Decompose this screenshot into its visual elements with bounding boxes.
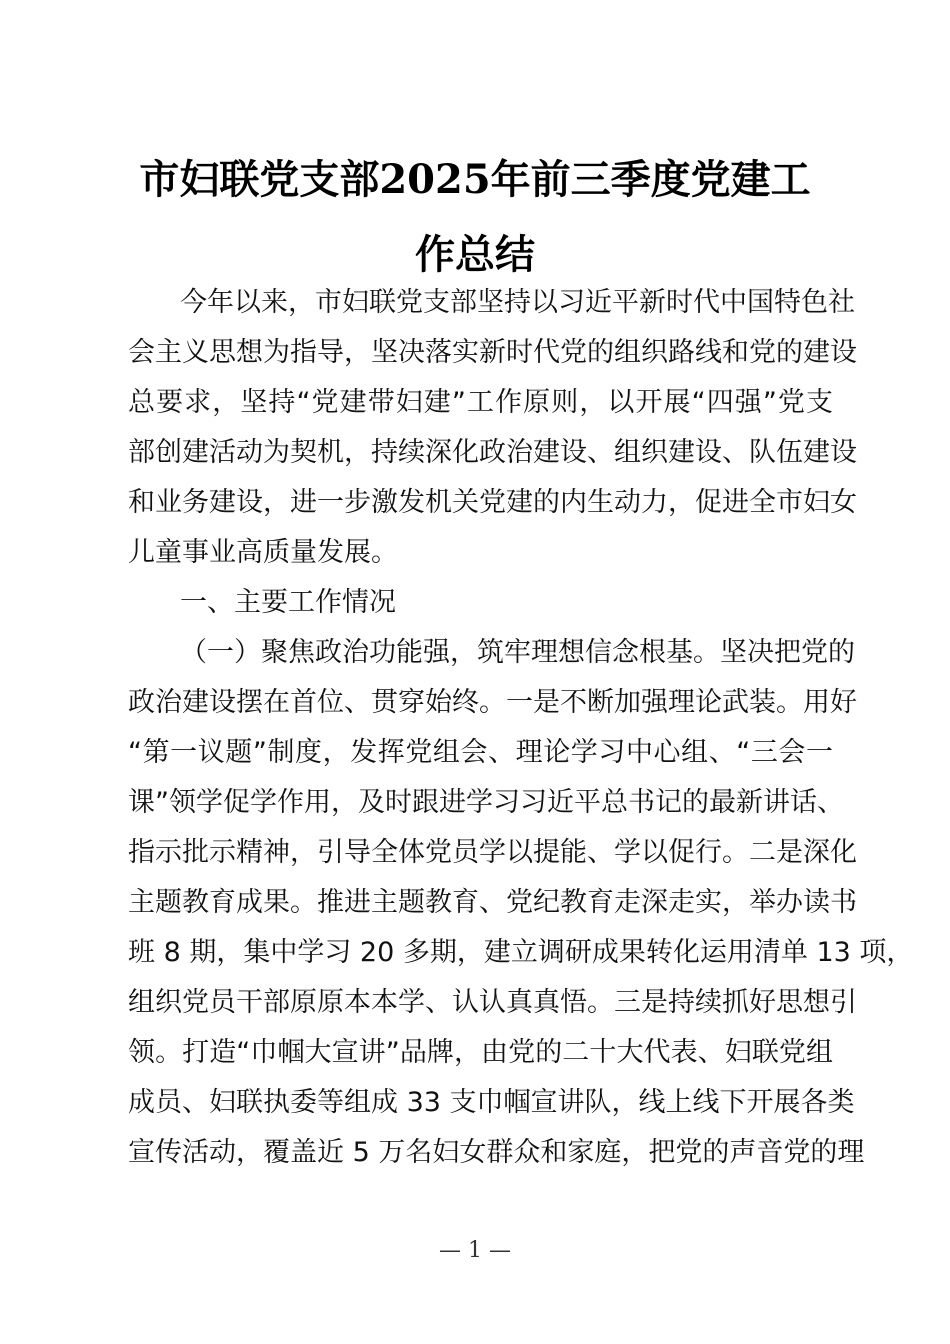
document-body (128, 278, 914, 1178)
paragraph-section-1-line: 班 8 期，集中学习 20 多期，建立调研成果转化运用清单 13 项， (128, 937, 914, 968)
paragraph-section-1-line: 政治建设摆在首位、贯穿始终。一是不断加强理论武装。用好 (128, 687, 857, 718)
paragraph-section-1-line: 课”领学促学作用，及时跟进学习习近平总书记的最新讲话、 (128, 787, 844, 818)
paragraph-section-1-line: （一）聚焦政治功能强，筑牢理想信念根基。坚决把党的 (180, 637, 855, 668)
paragraph-intro-line: 和业务建设，进一步激发机关党建的内生动力，促进全市妇女 (128, 487, 857, 518)
document-title-line-2: 作总结 (415, 231, 535, 278)
paragraph-section-1-line: 主题教育成果。推进主题教育、党纪教育走深走实，举办读书 (128, 887, 857, 918)
paragraph-intro-line: 今年以来，市妇联党支部坚持以习近平新时代中国特色社 (180, 287, 855, 318)
paragraph-section-1-line: 宣传活动，覆盖近 5 万名妇女群众和家庭，把党的声音党的理 (128, 1137, 865, 1168)
paragraph-intro-line: 儿童事业高质量发展。 (128, 537, 398, 568)
paragraph-intro-line: 部创建活动为契机，持续深化政治建设、组织建设、队伍建设 (128, 437, 857, 468)
paragraph-section-1-line: 指示批示精神，引导全体党员学以提能、学以促行。二是深化 (128, 837, 857, 868)
page-number: — 1 — (439, 1238, 511, 1263)
paragraph-section-1-line: “第一议题”制度，发挥党组会、理论学习中心组、“三会一 (128, 737, 833, 768)
paragraph-section-1-line: 成员、妇联执委等组成 33 支巾帼宣讲队，线上线下开展各类 (128, 1087, 855, 1118)
paragraph-section-1-line: 组织党员干部原原本本学、认认真真悟。三是持续抓好思想引 (128, 987, 857, 1018)
paragraph-intro-line: 总要求，坚持“党建带妇建”工作原则，以开展“四强”党支 (128, 387, 833, 418)
paragraph-intro-line: 会主义思想为指导，坚决落实新时代党的组织路线和党的建设 (128, 337, 857, 368)
document-title-line-1: 市妇联党支部2025年前三季度党建工 (139, 156, 811, 203)
paragraph-section-1-line: 领。打造“巾帼大宣讲”品牌，由党的二十大代表、妇联党组 (128, 1037, 833, 1068)
section-heading: 一、主要工作情况 (180, 587, 396, 618)
